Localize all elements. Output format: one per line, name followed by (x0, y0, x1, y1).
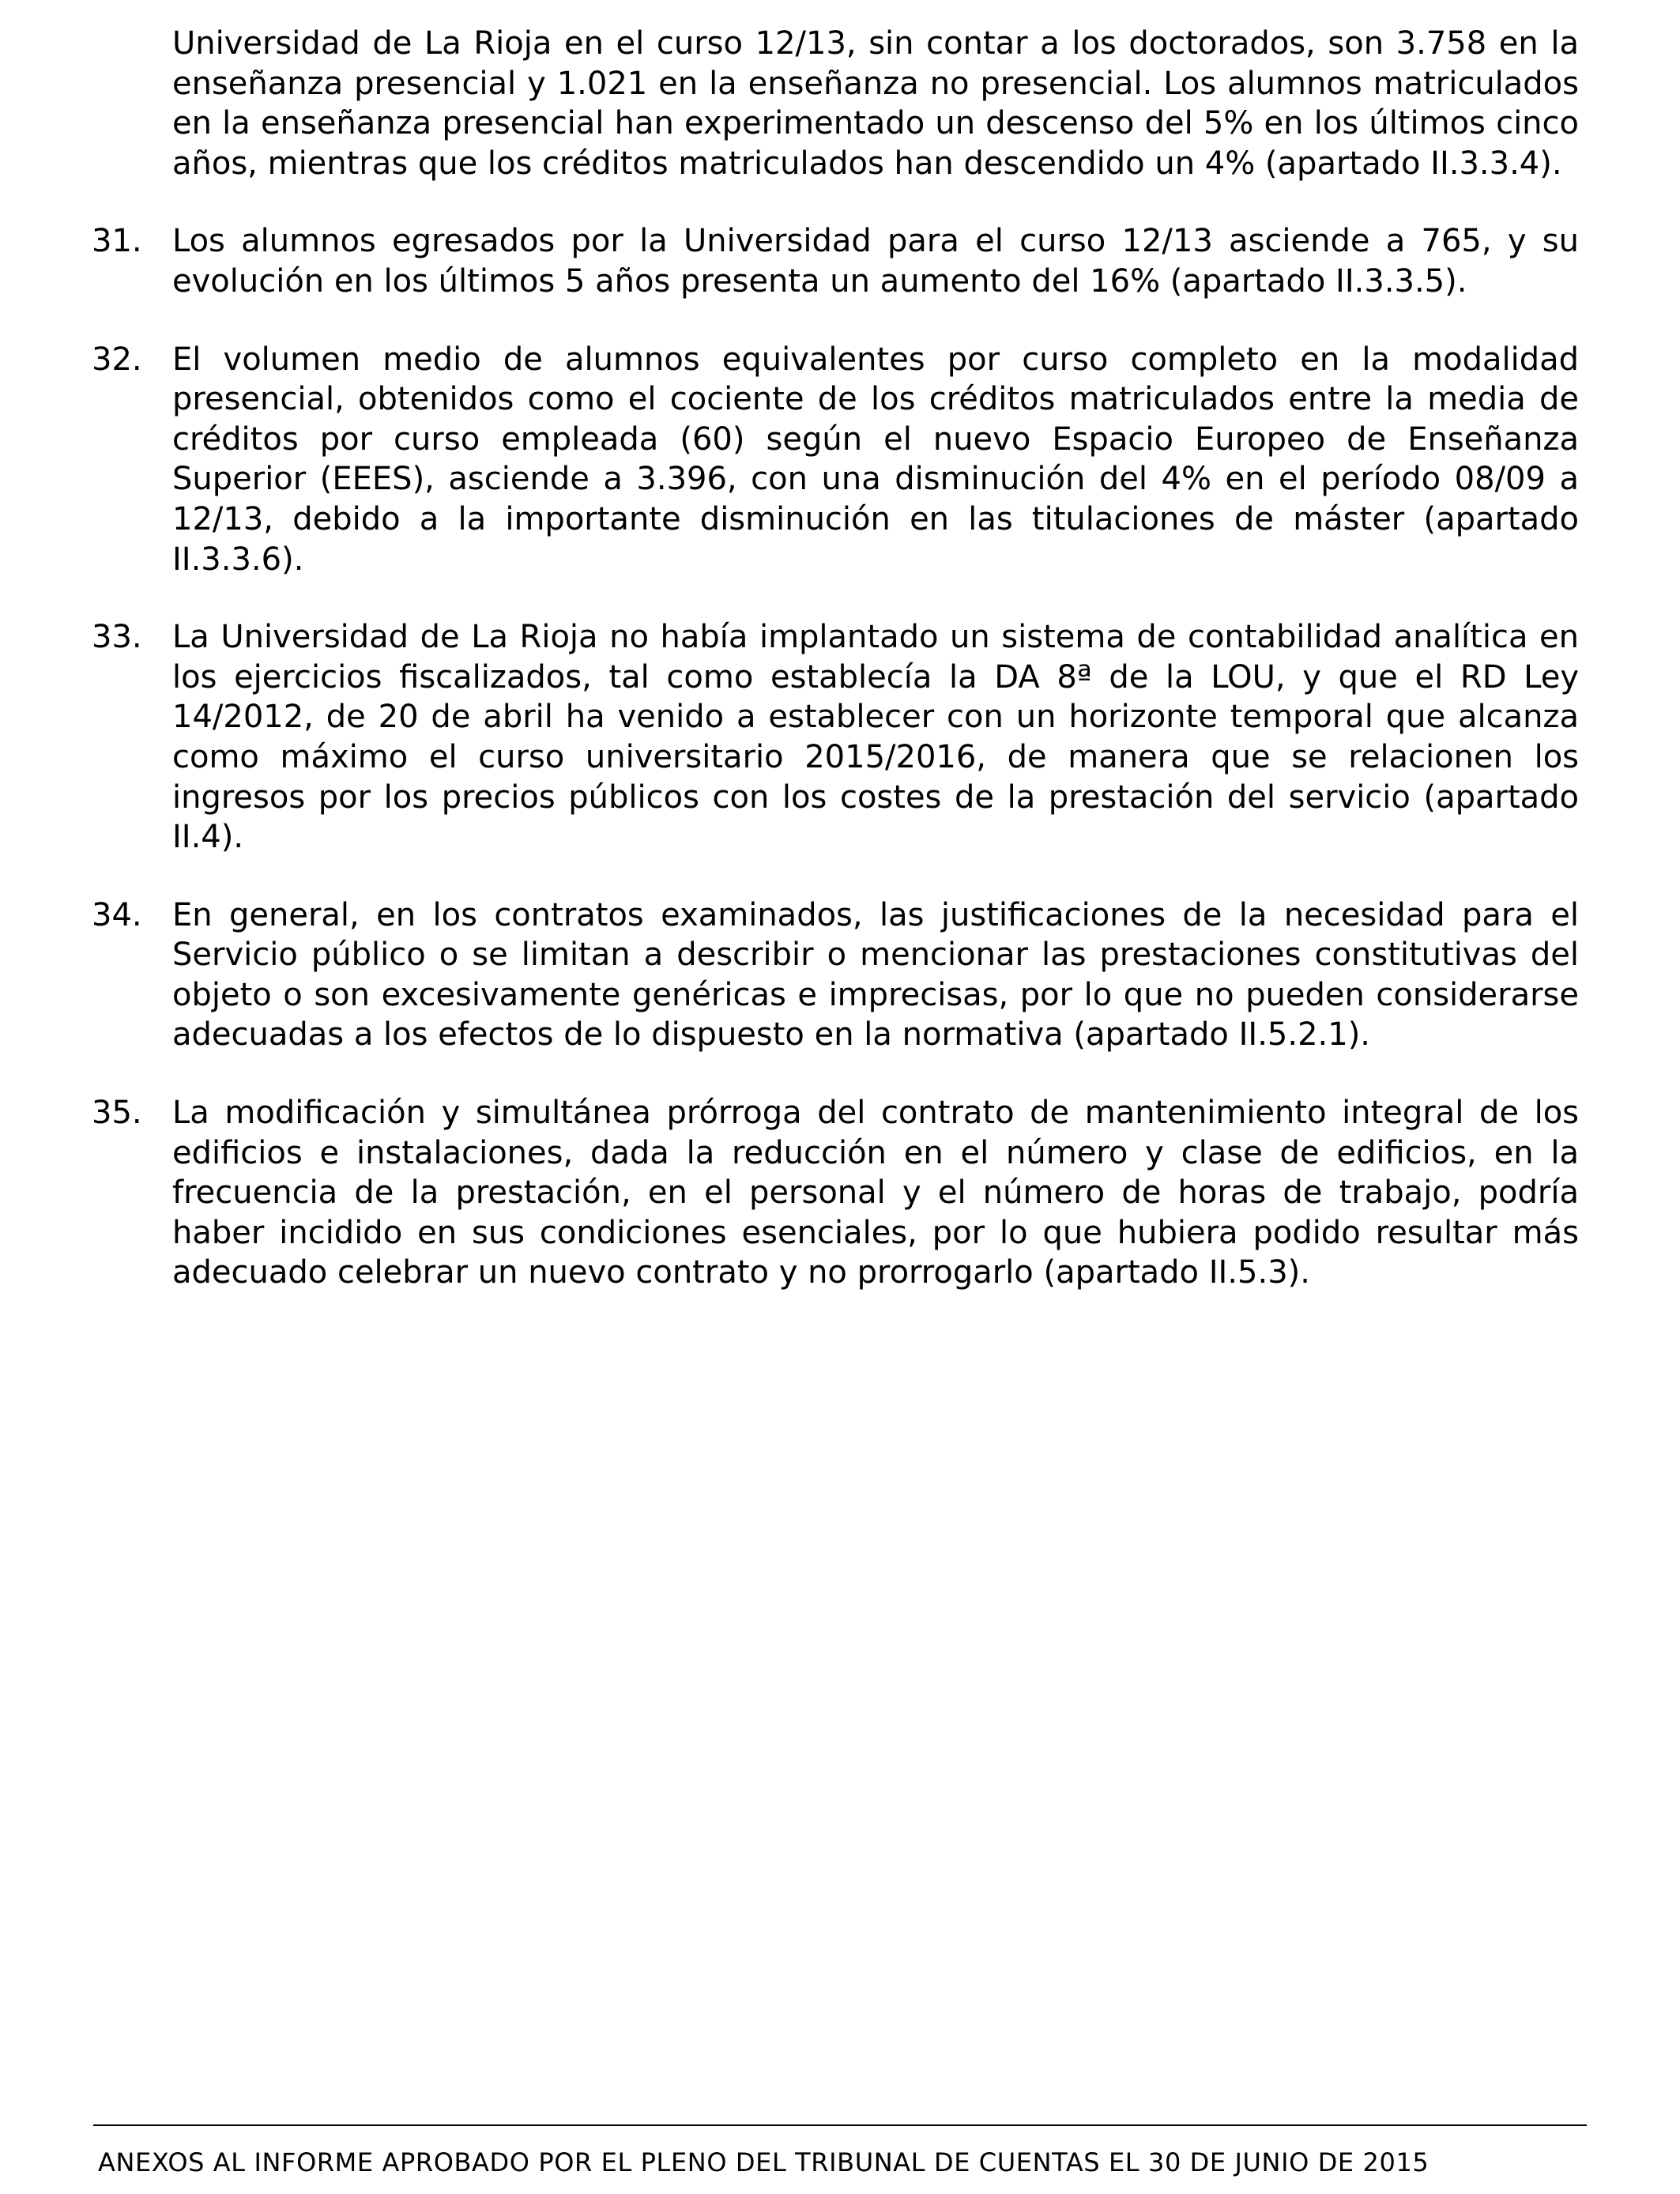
list-item-number: 34. (92, 896, 142, 933)
continuation-paragraph: Universidad de La Rioja en el curso 12/13, sin contar a los doctorados, son 3.758 en la enseñanza presencial y 1.021 en la enseñanza no presencial. Los alumnos matriculados en la enseñanza presencial han experimentado un descenso del 5% en los últimos cinco años, mientras que los créditos matriculados han descendido un 4% (apartado II.3.3.4). (172, 25, 1579, 182)
page-footer: ANEXOS AL INFORME APROBADO POR EL PLENO DEL TRIBUNAL DE CUENTAS EL 30 DE JUNIO DE 2015 (98, 2147, 1430, 2177)
list-item-34 (92, 895, 1579, 1055)
list-item-35 (92, 1093, 1579, 1293)
list-item-32 (92, 340, 1579, 580)
list-item-number: 32. (92, 341, 142, 378)
list-item-text: La Universidad de La Rioja no había implantado un sistema de contabilidad analítica en los ejercicios fiscalizados, tal como establecía la DA 8ª de la LOU, y que el RD Ley 14/2012, de 20 de abril ha venido a establecer con un horizonte temporal que alcanza como máximo el curso universitario 2015/2016, de manera que se relacionen los ingresos por los precios públicos con los costes de la prestación del servicio (apartado II.4). (172, 619, 1579, 856)
list-item-text: En general, en los contratos examinados, las justificaciones de la necesidad para el Servicio público o se limitan a describir o mencionar las prestaciones constitutivas del objeto o son excesivamente genéricas e imprecisas, por lo que no pueden considerarse adecuadas a los efectos de lo dispuesto en la normativa (apartado II.5.2.1). (172, 896, 1579, 1054)
list-item-number: 31. (92, 223, 142, 260)
list-item-31 (92, 221, 1579, 301)
list-item-text: El volumen medio de alumnos equivalentes por curso completo en la modalidad presencial, obtenidos como el cociente de los créditos matriculados entre la media de créditos por curso empleada (60) según el nuevo Espacio Europeo de Enseñanza Superior (EEES), asciende a 3.396, con una disminución del 4% en el período 08/09 a 12/13, debido a la importante disminución en las titulaciones de máster (apartado II.3.3.6). (172, 341, 1579, 578)
list-item-number: 33. (92, 619, 142, 656)
list-item-text: Los alumnos egresados por la Universidad para el curso 12/13 asciende a 765, y su evolución en los últimos 5 años presenta un aumento del 16% (apartado II.3.3.5). (172, 223, 1579, 300)
list-item-text: La modificación y simultánea prórroga del contrato de mantenimiento integral de los edificios e instalaciones, dada la reducción en el número y clase de edificios, en la frecuencia de la prestación, en el personal y el número de horas de trabajo, podría haber incidido en sus condiciones esenciales, por lo que hubiera podido resultar más adecuado celebrar un nuevo contrato y no prorrogarlo (apartado II.5.3). (172, 1095, 1579, 1291)
document-body (92, 24, 1579, 1331)
footer-divider (93, 2124, 1587, 2126)
list-item-33 (92, 617, 1579, 858)
list-item-number: 35. (92, 1095, 142, 1132)
